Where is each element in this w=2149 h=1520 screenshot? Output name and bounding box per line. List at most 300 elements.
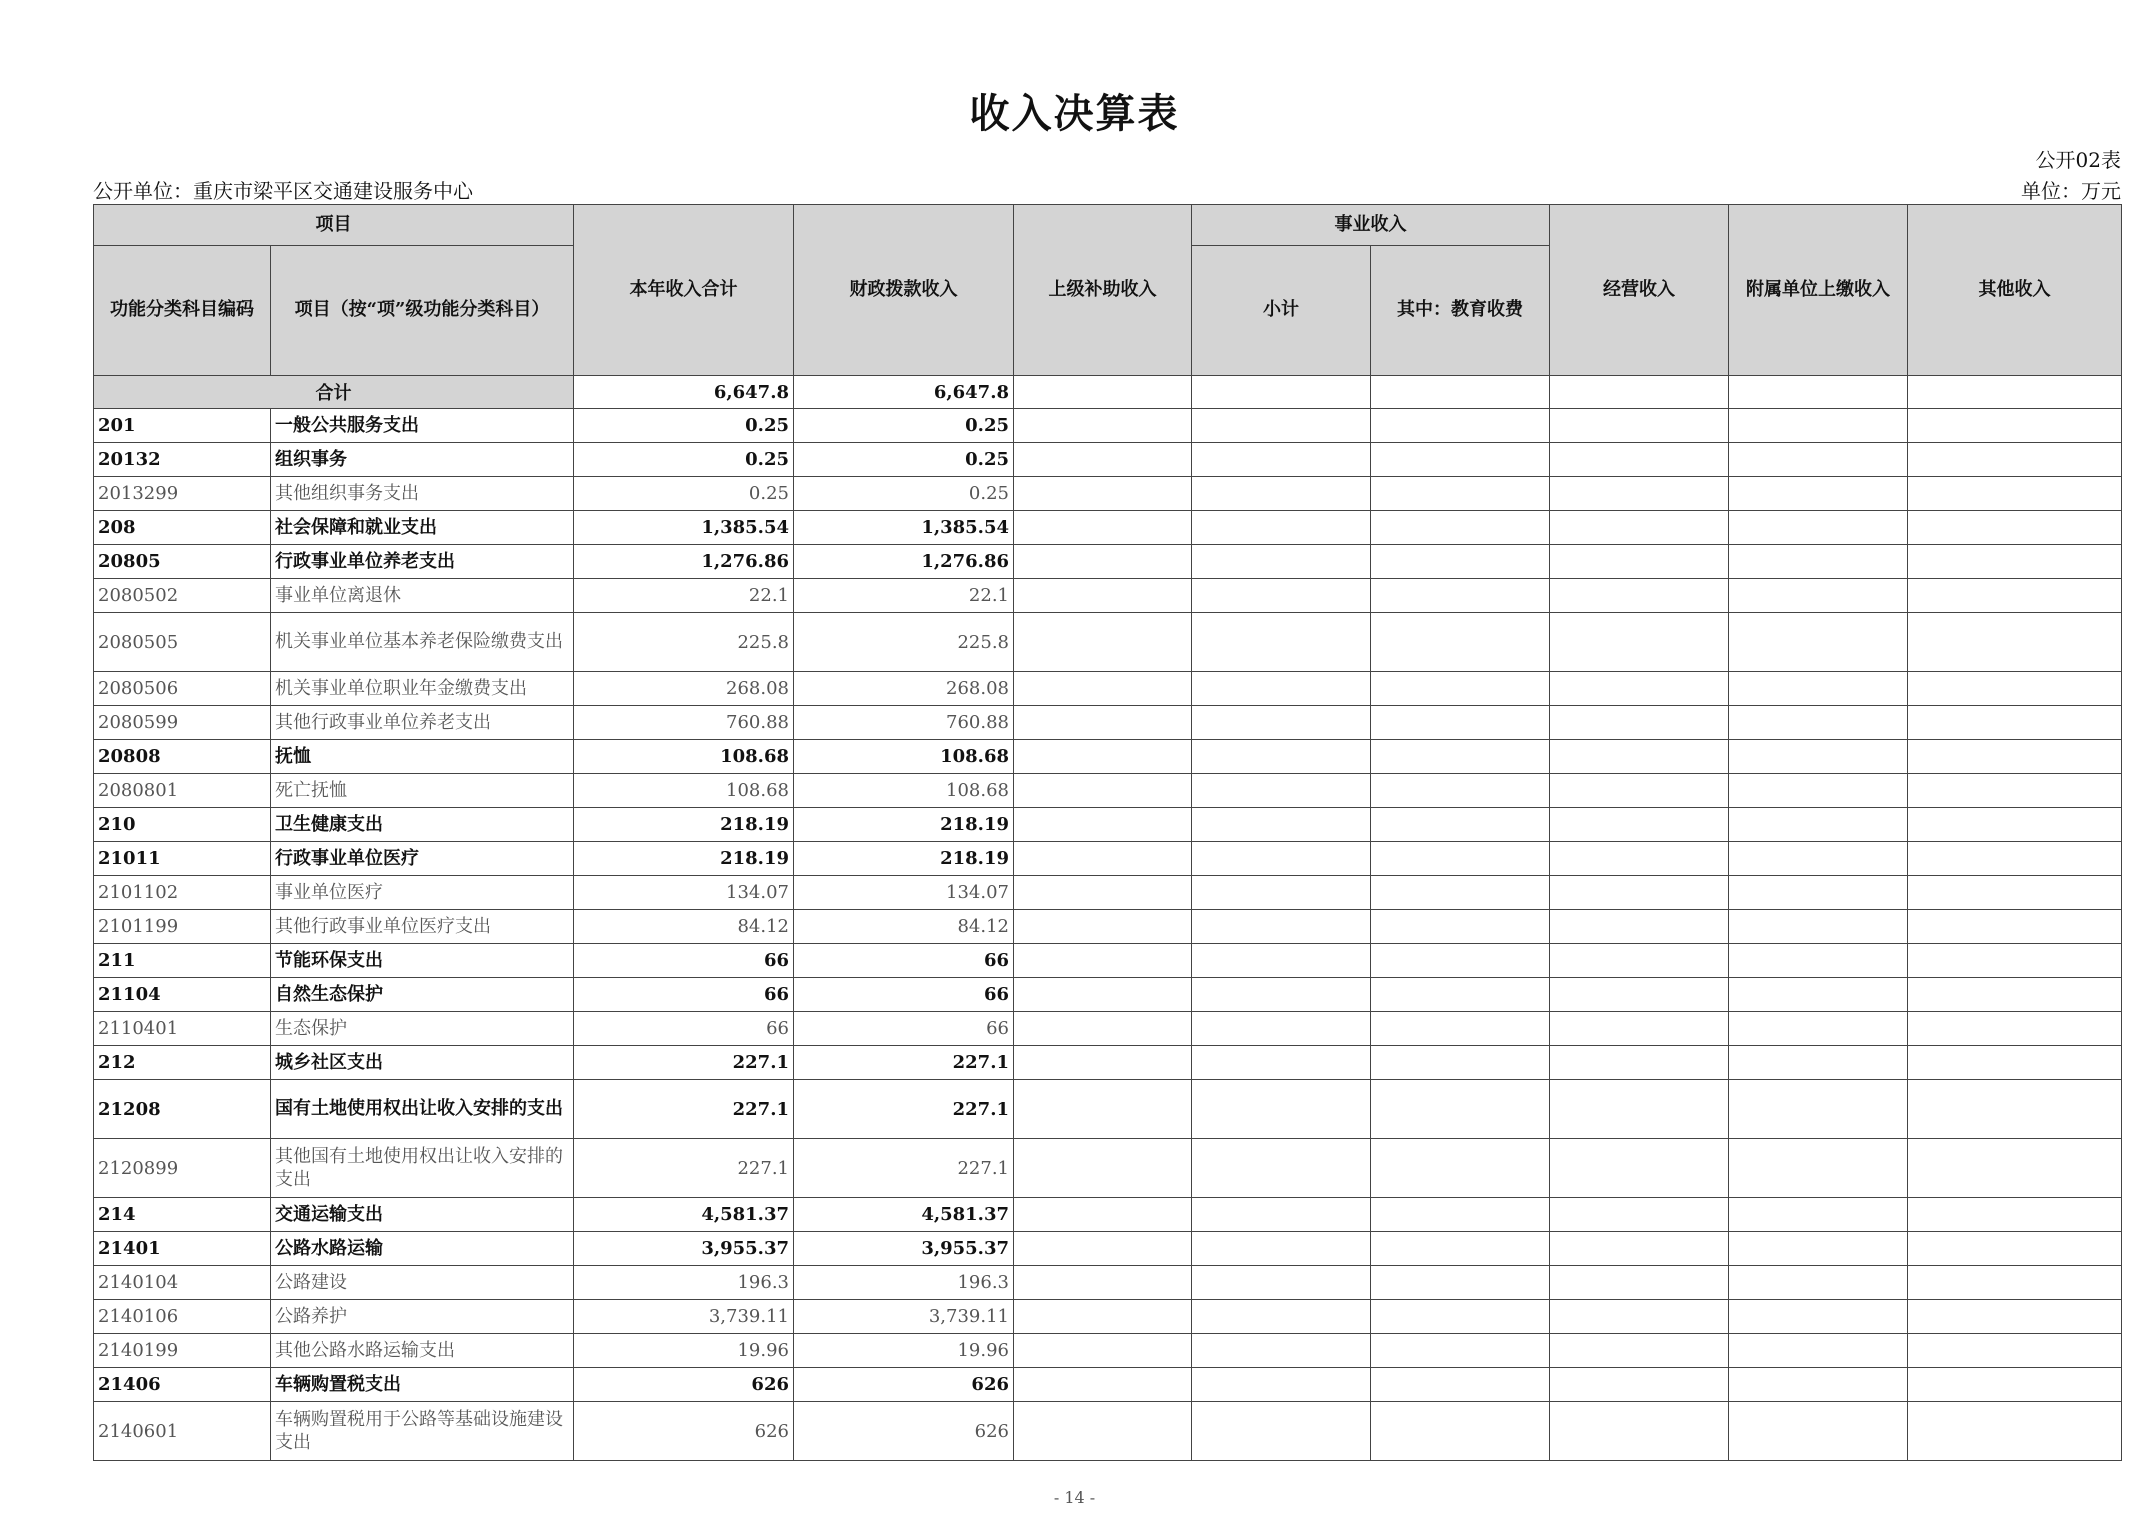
header-fiscal-income: 财政拨款收入 [794, 205, 1014, 376]
total-income-cell: 19.96 [574, 1334, 794, 1368]
fiscal-income-cell: 218.19 [794, 842, 1014, 876]
fiscal-income-cell: 108.68 [794, 774, 1014, 808]
empty-cell [1192, 1046, 1371, 1080]
header-operating-income: 经营收入 [1550, 205, 1729, 376]
table-row [94, 740, 2122, 774]
total-income-cell: 760.88 [574, 706, 794, 740]
empty-cell [1908, 1080, 2122, 1139]
empty-cell [1014, 672, 1192, 706]
function-code-cell: 2080505 [94, 613, 271, 672]
empty-cell [1550, 1300, 1729, 1334]
item-name-cell: 死亡抚恤 [271, 774, 574, 808]
item-name-cell: 组织事务 [271, 443, 574, 477]
function-code-cell: 20808 [94, 740, 271, 774]
table-row [94, 1402, 2122, 1461]
total-income-cell: 1,385.54 [574, 511, 794, 545]
fiscal-income-cell: 66 [794, 1012, 1014, 1046]
item-name-cell: 机关事业单位基本养老保险缴费支出 [271, 613, 574, 672]
fiscal-income-cell: 268.08 [794, 672, 1014, 706]
total-income-cell: 227.1 [574, 1080, 794, 1139]
empty-cell [1729, 808, 1908, 842]
empty-cell [1192, 1334, 1371, 1368]
empty-cell [1192, 1232, 1371, 1266]
item-name-cell: 公路水路运输 [271, 1232, 574, 1266]
table-row [94, 1046, 2122, 1080]
empty-cell [1908, 1402, 2122, 1461]
total-income-cell: 84.12 [574, 910, 794, 944]
fiscal-income-cell: 227.1 [794, 1046, 1014, 1080]
empty-cell [1908, 443, 2122, 477]
fiscal-income-cell: 1,276.86 [794, 545, 1014, 579]
total-income-cell: 227.1 [574, 1046, 794, 1080]
fiscal-income-cell: 22.1 [794, 579, 1014, 613]
empty-cell [1371, 808, 1550, 842]
total-income-cell: 218.19 [574, 842, 794, 876]
empty-cell [1371, 1232, 1550, 1266]
item-name-cell: 其他行政事业单位养老支出 [271, 706, 574, 740]
item-name-cell: 其他公路水路运输支出 [271, 1334, 574, 1368]
table-row [94, 409, 2122, 443]
empty-cell [1908, 613, 2122, 672]
fiscal-income-cell: 760.88 [794, 706, 1014, 740]
fiscal-income-cell: 626 [794, 1402, 1014, 1461]
table-row [94, 1266, 2122, 1300]
empty-cell [1371, 740, 1550, 774]
item-name-cell: 车辆购置税支出 [271, 1368, 574, 1402]
function-code-cell: 2140106 [94, 1300, 271, 1334]
empty-cell [1192, 876, 1371, 910]
empty-cell [1014, 978, 1192, 1012]
table-row [94, 1334, 2122, 1368]
empty-cell [1014, 808, 1192, 842]
empty-cell [1908, 545, 2122, 579]
empty-cell [1550, 842, 1729, 876]
function-code-cell: 2140601 [94, 1402, 271, 1461]
item-name-cell: 社会保障和就业支出 [271, 511, 574, 545]
item-name-cell: 一般公共服务支出 [271, 409, 574, 443]
empty-cell [1908, 774, 2122, 808]
empty-cell [1371, 1012, 1550, 1046]
empty-cell [1014, 376, 1192, 409]
total-income-value: 6,647.8 [574, 376, 794, 409]
function-code-cell: 2101199 [94, 910, 271, 944]
empty-cell [1014, 876, 1192, 910]
fiscal-income-cell: 218.19 [794, 808, 1014, 842]
table-row [94, 1368, 2122, 1402]
empty-cell [1729, 910, 1908, 944]
empty-cell [1908, 672, 2122, 706]
fiscal-income-cell: 84.12 [794, 910, 1014, 944]
empty-cell [1729, 613, 1908, 672]
function-code-cell: 214 [94, 1198, 271, 1232]
empty-cell [1192, 409, 1371, 443]
empty-cell [1014, 1232, 1192, 1266]
fiscal-income-cell: 3,739.11 [794, 1300, 1014, 1334]
page-number: - 14 - [1053, 1488, 1096, 1507]
fiscal-income-cell: 66 [794, 978, 1014, 1012]
function-code-cell: 201 [94, 409, 271, 443]
item-name-cell: 抚恤 [271, 740, 574, 774]
empty-cell [1014, 1368, 1192, 1402]
function-code-cell: 2013299 [94, 477, 271, 511]
empty-cell [1014, 706, 1192, 740]
empty-cell [1550, 1012, 1729, 1046]
empty-cell [1550, 672, 1729, 706]
total-income-cell: 108.68 [574, 774, 794, 808]
empty-cell [1014, 1080, 1192, 1139]
empty-cell [1729, 1368, 1908, 1402]
empty-cell [1371, 944, 1550, 978]
empty-cell [1550, 1139, 1729, 1198]
empty-cell [1014, 1300, 1192, 1334]
table-row [94, 978, 2122, 1012]
empty-cell [1550, 477, 1729, 511]
empty-cell [1729, 842, 1908, 876]
item-name-cell: 事业单位医疗 [271, 876, 574, 910]
empty-cell [1908, 978, 2122, 1012]
total-income-cell: 22.1 [574, 579, 794, 613]
empty-cell [1908, 1266, 2122, 1300]
table-row [94, 1012, 2122, 1046]
total-income-cell: 1,276.86 [574, 545, 794, 579]
empty-cell [1014, 443, 1192, 477]
empty-cell [1371, 1300, 1550, 1334]
item-name-cell: 事业单位离退休 [271, 579, 574, 613]
fiscal-income-cell: 225.8 [794, 613, 1014, 672]
empty-cell [1192, 579, 1371, 613]
empty-cell [1729, 672, 1908, 706]
empty-cell [1371, 511, 1550, 545]
item-name-cell: 其他国有土地使用权出让收入安排的支出 [271, 1139, 574, 1198]
empty-cell [1192, 376, 1371, 409]
total-fiscal-value: 6,647.8 [794, 376, 1014, 409]
empty-cell [1192, 1266, 1371, 1300]
currency-unit: 单位：万元 [2021, 179, 2121, 203]
empty-cell [1371, 1046, 1550, 1080]
empty-cell [1729, 706, 1908, 740]
table-row [94, 613, 2122, 672]
total-income-cell: 66 [574, 944, 794, 978]
empty-cell [1729, 1402, 1908, 1461]
table-row [94, 1232, 2122, 1266]
empty-cell [1729, 978, 1908, 1012]
empty-cell [1192, 1139, 1371, 1198]
empty-cell [1192, 1402, 1371, 1461]
item-name-cell: 公路养护 [271, 1300, 574, 1334]
empty-cell [1371, 1368, 1550, 1402]
function-code-cell: 21406 [94, 1368, 271, 1402]
item-name-cell: 公路建设 [271, 1266, 574, 1300]
total-row [94, 376, 2122, 409]
total-income-cell: 66 [574, 1012, 794, 1046]
empty-cell [1014, 1334, 1192, 1368]
function-code-cell: 2120899 [94, 1139, 271, 1198]
empty-cell [1550, 1266, 1729, 1300]
income-statement-table [93, 204, 2122, 1461]
fiscal-income-cell: 19.96 [794, 1334, 1014, 1368]
total-income-cell: 218.19 [574, 808, 794, 842]
function-code-cell: 2140199 [94, 1334, 271, 1368]
table-row [94, 706, 2122, 740]
empty-cell [1371, 443, 1550, 477]
function-code-cell: 2080801 [94, 774, 271, 808]
table-row [94, 545, 2122, 579]
empty-cell [1192, 1300, 1371, 1334]
empty-cell [1908, 579, 2122, 613]
empty-cell [1908, 1232, 2122, 1266]
empty-cell [1550, 1334, 1729, 1368]
empty-cell [1908, 706, 2122, 740]
empty-cell [1729, 579, 1908, 613]
header-affiliated-income: 附属单位上缴收入 [1729, 205, 1908, 376]
empty-cell [1908, 477, 2122, 511]
table-row [94, 672, 2122, 706]
empty-cell [1192, 1080, 1371, 1139]
empty-cell [1729, 1300, 1908, 1334]
item-name-cell: 自然生态保护 [271, 978, 574, 1012]
empty-cell [1729, 1046, 1908, 1080]
header-education-fee: 其中：教育收费 [1371, 246, 1550, 376]
empty-cell [1371, 376, 1550, 409]
table-row [94, 910, 2122, 944]
total-income-cell: 225.8 [574, 613, 794, 672]
empty-cell [1908, 808, 2122, 842]
function-code-cell: 211 [94, 944, 271, 978]
empty-cell [1192, 613, 1371, 672]
total-income-cell: 66 [574, 978, 794, 1012]
form-number: 公开02表 [2035, 148, 2121, 172]
fiscal-income-cell: 1,385.54 [794, 511, 1014, 545]
empty-cell [1192, 706, 1371, 740]
item-name-cell: 行政事业单位养老支出 [271, 545, 574, 579]
empty-cell [1192, 740, 1371, 774]
empty-cell [1371, 672, 1550, 706]
fiscal-income-cell: 108.68 [794, 740, 1014, 774]
total-income-cell: 227.1 [574, 1139, 794, 1198]
empty-cell [1014, 1402, 1192, 1461]
function-code-cell: 20132 [94, 443, 271, 477]
empty-cell [1729, 1080, 1908, 1139]
total-income-cell: 268.08 [574, 672, 794, 706]
empty-cell [1908, 376, 2122, 409]
empty-cell [1729, 876, 1908, 910]
empty-cell [1371, 545, 1550, 579]
empty-cell [1908, 1334, 2122, 1368]
empty-cell [1014, 944, 1192, 978]
total-income-cell: 196.3 [574, 1266, 794, 1300]
empty-cell [1550, 1232, 1729, 1266]
empty-cell [1550, 443, 1729, 477]
empty-cell [1729, 545, 1908, 579]
empty-cell [1014, 1198, 1192, 1232]
empty-cell [1371, 1080, 1550, 1139]
empty-cell [1550, 774, 1729, 808]
fiscal-income-cell: 0.25 [794, 409, 1014, 443]
empty-cell [1014, 409, 1192, 443]
empty-cell [1192, 511, 1371, 545]
empty-cell [1371, 477, 1550, 511]
empty-cell [1014, 740, 1192, 774]
empty-cell [1729, 511, 1908, 545]
empty-cell [1908, 944, 2122, 978]
empty-cell [1729, 1012, 1908, 1046]
empty-cell [1908, 1368, 2122, 1402]
item-name-cell: 节能环保支出 [271, 944, 574, 978]
empty-cell [1371, 842, 1550, 876]
publishing-unit: 公开单位：重庆市梁平区交通建设服务中心 [93, 179, 473, 203]
function-code-cell: 212 [94, 1046, 271, 1080]
table-row [94, 443, 2122, 477]
empty-cell [1371, 1139, 1550, 1198]
empty-cell [1908, 842, 2122, 876]
empty-cell [1550, 740, 1729, 774]
table-row [94, 1300, 2122, 1334]
header-business-income: 事业收入 [1192, 205, 1550, 246]
empty-cell [1729, 1232, 1908, 1266]
header-project: 项目 [94, 205, 574, 246]
total-income-cell: 0.25 [574, 409, 794, 443]
fiscal-income-cell: 134.07 [794, 876, 1014, 910]
function-code-cell: 208 [94, 511, 271, 545]
empty-cell [1550, 1402, 1729, 1461]
empty-cell [1014, 910, 1192, 944]
fiscal-income-cell: 0.25 [794, 443, 1014, 477]
empty-cell [1729, 443, 1908, 477]
function-code-cell: 21011 [94, 842, 271, 876]
empty-cell [1908, 1012, 2122, 1046]
empty-cell [1908, 876, 2122, 910]
empty-cell [1908, 1198, 2122, 1232]
total-income-cell: 4,581.37 [574, 1198, 794, 1232]
empty-cell [1550, 1080, 1729, 1139]
empty-cell [1192, 1012, 1371, 1046]
empty-cell [1908, 1046, 2122, 1080]
function-code-cell: 2110401 [94, 1012, 271, 1046]
item-name-cell: 行政事业单位医疗 [271, 842, 574, 876]
fiscal-income-cell: 227.1 [794, 1139, 1014, 1198]
empty-cell [1192, 842, 1371, 876]
empty-cell [1014, 1046, 1192, 1080]
function-code-cell: 2140104 [94, 1266, 271, 1300]
empty-cell [1908, 409, 2122, 443]
empty-cell [1550, 978, 1729, 1012]
empty-cell [1550, 376, 1729, 409]
function-code-cell: 2101102 [94, 876, 271, 910]
empty-cell [1729, 1266, 1908, 1300]
table-row [94, 579, 2122, 613]
empty-cell [1550, 1368, 1729, 1402]
table-row [94, 876, 2122, 910]
empty-cell [1550, 706, 1729, 740]
function-code-cell: 2080599 [94, 706, 271, 740]
fiscal-income-cell: 196.3 [794, 1266, 1014, 1300]
total-income-cell: 134.07 [574, 876, 794, 910]
empty-cell [1729, 1334, 1908, 1368]
empty-cell [1729, 774, 1908, 808]
empty-cell [1371, 706, 1550, 740]
empty-cell [1729, 1198, 1908, 1232]
empty-cell [1371, 579, 1550, 613]
table-row [94, 774, 2122, 808]
header-total-income: 本年收入合计 [574, 205, 794, 376]
total-income-cell: 626 [574, 1402, 794, 1461]
empty-cell [1014, 545, 1192, 579]
empty-cell [1371, 409, 1550, 443]
empty-cell [1192, 1198, 1371, 1232]
empty-cell [1014, 1012, 1192, 1046]
empty-cell [1729, 477, 1908, 511]
empty-cell [1192, 978, 1371, 1012]
empty-cell [1014, 579, 1192, 613]
item-name-cell: 生态保护 [271, 1012, 574, 1046]
fiscal-income-cell: 0.25 [794, 477, 1014, 511]
empty-cell [1550, 409, 1729, 443]
empty-cell [1192, 477, 1371, 511]
table-row [94, 1139, 2122, 1198]
empty-cell [1550, 613, 1729, 672]
empty-cell [1371, 613, 1550, 672]
empty-cell [1729, 409, 1908, 443]
empty-cell [1550, 808, 1729, 842]
empty-cell [1014, 477, 1192, 511]
empty-cell [1550, 1198, 1729, 1232]
table-row [94, 477, 2122, 511]
header-other-income: 其他收入 [1908, 205, 2122, 376]
table-row [94, 944, 2122, 978]
empty-cell [1729, 376, 1908, 409]
function-code-cell: 2080502 [94, 579, 271, 613]
empty-cell [1014, 842, 1192, 876]
function-code-cell: 210 [94, 808, 271, 842]
header-subtotal: 小计 [1192, 246, 1371, 376]
empty-cell [1192, 910, 1371, 944]
empty-cell [1014, 1266, 1192, 1300]
total-income-cell: 108.68 [574, 740, 794, 774]
item-name-cell: 机关事业单位职业年金缴费支出 [271, 672, 574, 706]
empty-cell [1729, 944, 1908, 978]
empty-cell [1729, 740, 1908, 774]
empty-cell [1550, 511, 1729, 545]
empty-cell [1192, 1368, 1371, 1402]
function-code-cell: 21208 [94, 1080, 271, 1139]
fiscal-income-cell: 626 [794, 1368, 1014, 1402]
function-code-cell: 21104 [94, 978, 271, 1012]
empty-cell [1192, 672, 1371, 706]
table-row [94, 511, 2122, 545]
fiscal-income-cell: 3,955.37 [794, 1232, 1014, 1266]
item-name-cell: 城乡社区支出 [271, 1046, 574, 1080]
empty-cell [1729, 1139, 1908, 1198]
total-label: 合计 [94, 376, 574, 409]
empty-cell [1550, 1046, 1729, 1080]
report-title: 收入决算表 [969, 90, 1180, 137]
table-row [94, 1198, 2122, 1232]
empty-cell [1014, 511, 1192, 545]
empty-cell [1192, 808, 1371, 842]
empty-cell [1192, 944, 1371, 978]
empty-cell [1908, 1300, 2122, 1334]
empty-cell [1371, 1198, 1550, 1232]
function-code-cell: 2080506 [94, 672, 271, 706]
empty-cell [1371, 910, 1550, 944]
total-income-cell: 0.25 [574, 443, 794, 477]
empty-cell [1908, 511, 2122, 545]
empty-cell [1371, 1334, 1550, 1368]
empty-cell [1371, 978, 1550, 1012]
item-name-cell: 国有土地使用权出让收入安排的支出 [271, 1080, 574, 1139]
empty-cell [1192, 774, 1371, 808]
empty-cell [1371, 1266, 1550, 1300]
